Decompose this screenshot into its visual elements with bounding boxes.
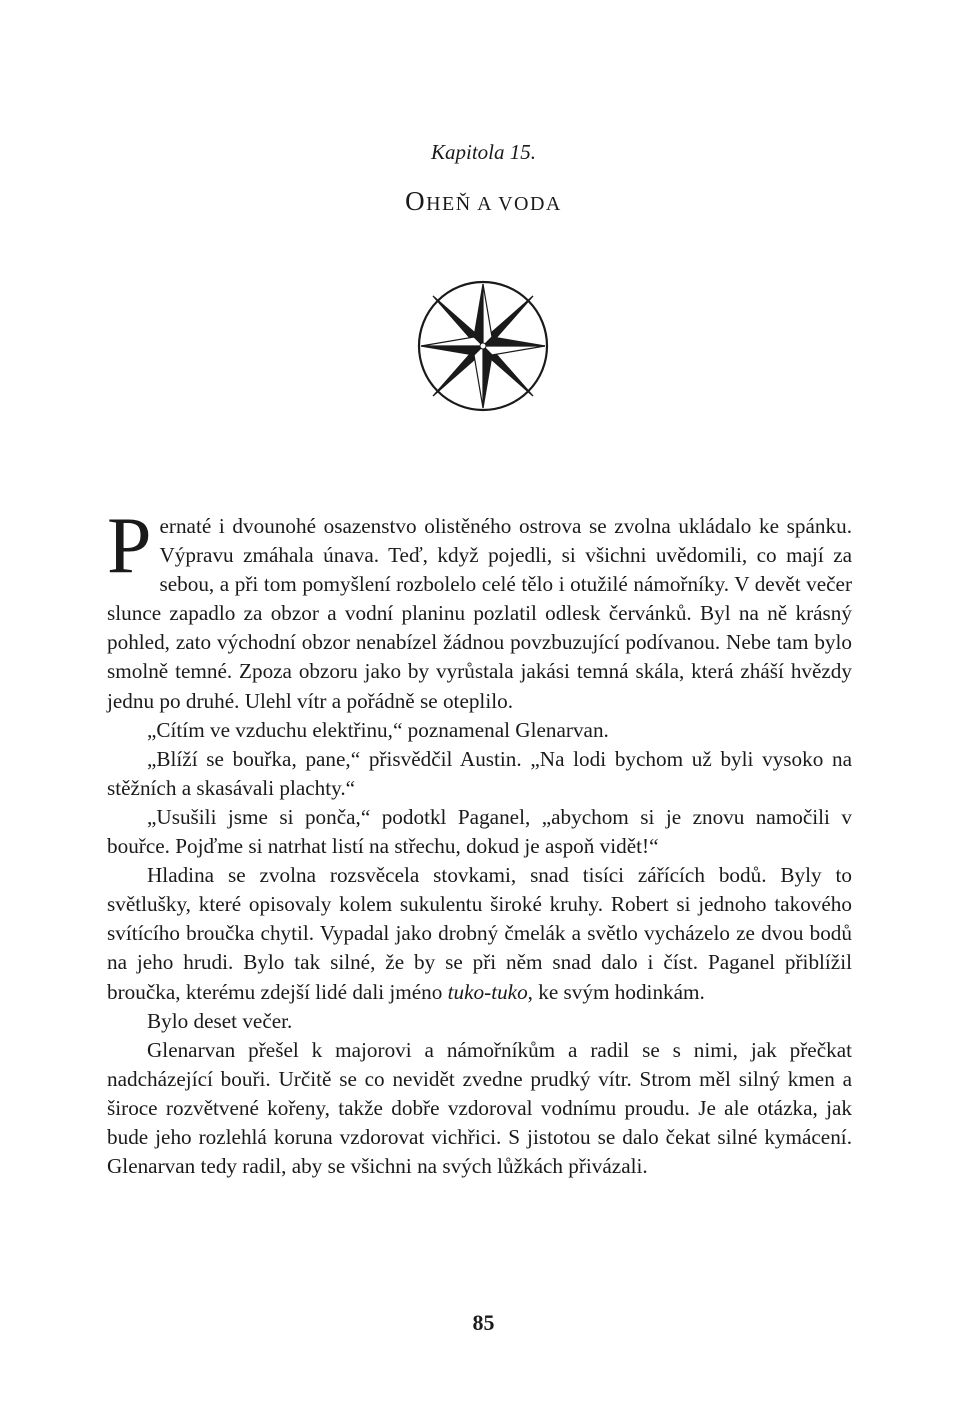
paragraph (107, 861, 852, 1006)
paragraph: Bylo deset večer. (147, 1008, 293, 1033)
paragraph: „Usušili jsme si ponča,“ podotkl Paganel, „abychom si je znovu namočili v bouřce. Pojďme si natrhat listí na střechu, dokud je aspoň vidět!“ (107, 804, 852, 859)
paragraph: „Blíží se bouřka, pane,“ přisvědčil Austin. „Na lodi bychom už byli vysoko na stěžních a skasávali plachty.“ (107, 746, 852, 800)
paragraph-text: Hladina se zvolna rozsvěcela stovkami, snad tisíci zářících bodů. Byly to světlušky, které opisovaly kolem sukulentu široké kruhy. Robert si jednoho takového svítícího broučka chytil. Vypadal jako drobný čmelák a světlo vycházelo ze dvou bodů na jeho hrudi. Bylo tak silné, že by se při něm snad dalo i číst. Paganel přiblížil broučka, kterému zdejší lidé dali jméno (107, 863, 852, 1004)
body-text (107, 502, 852, 1181)
page-number: 85 (472, 1310, 495, 1335)
paragraph-text: ernaté i dvounohé osazenstvo olistěného ostrova se zvolna ukládalo ke spánku. Výpravu zmáhala únava. Teď, když pojedli, si všichni uvědomili, co mají za sebou, a při tom pomyšlení rozbolelo celé tělo i otužilé námořníky. V devět večer slunce zapadlo za obzor a vodní planinu pozlatil odlesk červánků. Byl na ně krásný pohled, zato východní obzor nenabízel žádnou povzbuzující podívanou. Nebe tam bylo smolně temné. Zpoza obzoru jako by vyrůstala jakási temná skála, která zháší hvězdy jednu po druhé. Ulehl vítr a pořádně se oteplilo. (107, 514, 852, 713)
paragraph (107, 502, 852, 716)
chapter-title (0, 186, 967, 217)
paragraph-text: , ke svým hodinkám. (527, 979, 705, 1004)
paragraph: „Cítím ve vzduchu elektřinu,“ poznamenal Glenarvan. (147, 717, 609, 742)
chapter-title-initial: O (405, 186, 427, 216)
compass-rose-icon (405, 280, 561, 412)
drop-cap: P (107, 502, 152, 590)
chapter-label: Kapitola 15. (430, 140, 536, 164)
paragraph: Glenarvan přešel k majorovi a námořníkům a radil se s nimi, jak přečkat nadcházející bouři. Určitě se co nevidět zvedne prudký vítr. Strom měl silný kmen a široce rozvětvené kořeny, takže dobře vzdoroval vodnímu proudu. Je ale otázka, jak bude jeho rozlehlá koruna vzdorovat vichřici. S jistotou se dalo čekat silné kymácení. Glenarvan tedy radil, aby se všichni na svých lůžkách přivázali. (107, 1037, 852, 1179)
italic-term: tuko-tuko (447, 979, 528, 1004)
chapter-title-rest: HEŇ A VODA (426, 193, 562, 215)
